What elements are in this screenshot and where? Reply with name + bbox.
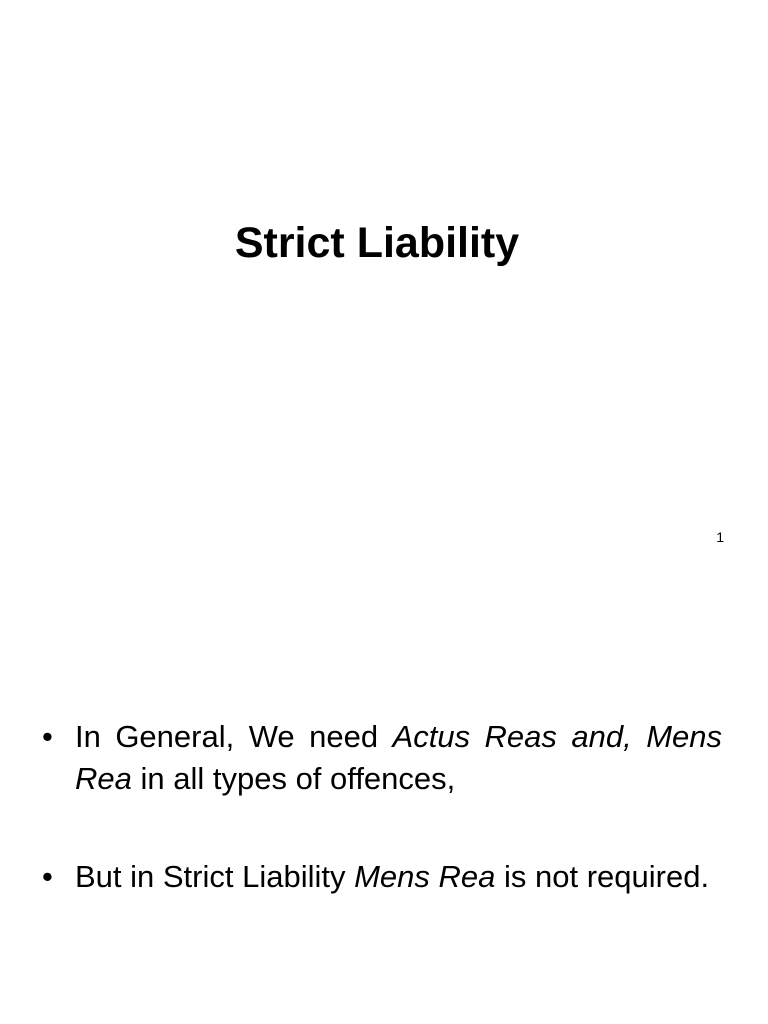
bullet-emphasis-text: Actus Reas and, Mens Rea (75, 719, 722, 796)
bullet-item-general (42, 716, 722, 800)
bullet-list (42, 716, 722, 898)
bullet-marker: • (42, 859, 53, 894)
bullet-text: in all types of offences, (131, 761, 456, 796)
slide-title: Strict Liability (234, 219, 520, 267)
bullet-marker: • (42, 719, 53, 754)
bullet-text: In General, We need (75, 719, 393, 754)
bullet-item-strict-liability (42, 856, 722, 898)
bullet-text: But in Strict Liability (75, 859, 355, 894)
page-number: 1 (716, 529, 724, 545)
bullet-emphasis-text: Mens Rea (354, 859, 496, 894)
bullet-text: is not required. (495, 859, 710, 894)
